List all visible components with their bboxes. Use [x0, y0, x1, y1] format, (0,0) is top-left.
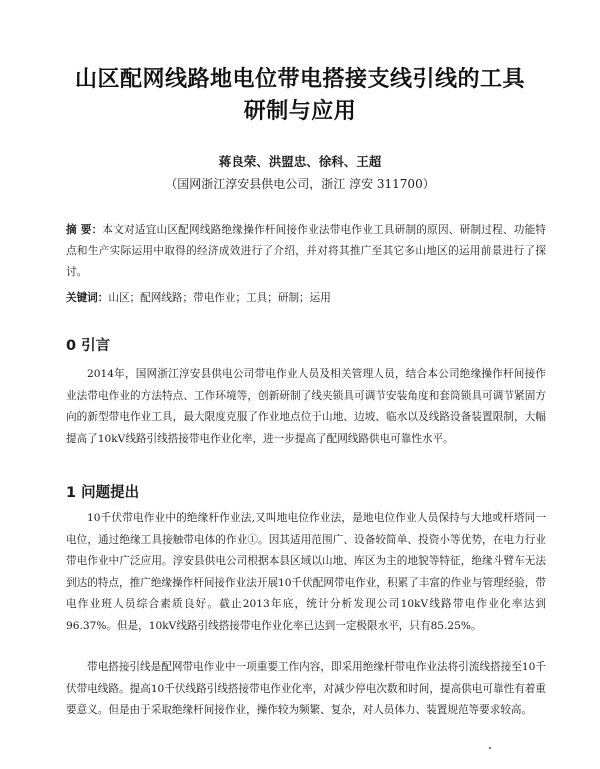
abstract-label: 摘 要：: [66, 224, 103, 236]
keywords-label: 关键词：: [66, 292, 109, 304]
section-intro-paragraph: 2014年，国网浙江淳安县供电公司带电作业人员及相关管理人员，结合本公司绝缘操作杆间接作业法带电作业的方法特点、工作环境等，创新研制了线夹锁具可调节安装角度和套筒锁具可调节紧固方向的新型带电作业工具，最大限度克服了作业地点位于山地、边坡、临水以及线路设备装置限制，大幅提高了10kV线路引线搭接带电作业化率，进一步提高了配网线路供电可靠性水平。: [66, 368, 546, 445]
section-heading-problem: 1 问题提出: [66, 485, 140, 501]
section-problem-paragraph-2: 带电搭接引线是配网带电作业中一项重要工作内容，即采用绝缘杆带电作业法将引流线搭接至10千伏带电线路。提高10千伏线路引线搭接带电作业化率，对减少停电次数和时间，提高供电可靠性有着重要意义。但是由于采取绝缘杆间接作业，操作较为频繁、复杂，对人员体力、装置规范等要求较高。: [66, 661, 546, 716]
affiliation: （国网浙江淳安县供电公司，浙江 淳安 311700）: [165, 177, 435, 191]
section-heading-intro: 0 引言: [66, 338, 111, 354]
authors: 蒋良荣、洪盟忠、徐科、王超: [218, 154, 382, 169]
section-problem-paragraph-1: 10千伏带电作业中的绝缘杆作业法,又叫地电位作业法，是地电位作业人员保持与大地或杆塔同一电位，通过绝缘工具接触带电体的作业①。因其适用范围广、设备较简单、投资小等优势，在电力行业带电作业中广泛应用。淳安县供电公司根据本县区域以山地、库区为主的地貌等特征，绝缘斗臂车无法到达的特点，推广绝缘操作杆间接作业法开展10千伏配网带电作业，积累了丰富的作业与管理经验，带电作业班人员综合素质良好。截止2013年底，统计分析发现公司10kV线路带电作业化率达到96.37%。但是，10kV线路引线搭接带电作业化率已达到一定极限水平，只有85.25%。: [66, 512, 546, 632]
keywords-text: 山区；配网线路；带电作业；工具；研制；运用: [108, 292, 331, 304]
scan-speck: [489, 747, 491, 749]
paper-title-line1: 山区配网线路地电位带电搭接支线引线的工具: [74, 67, 525, 92]
abstract: [66, 220, 546, 283]
abstract-text: 本文对适宜山区配网线路绝缘操作杆间接作业法带电作业工具研制的原因、研制过程、功能特点和生产实际运用中取得的经济成效进行了介绍，并对将其推广至其它多山地区的运用前景进行了探讨。: [66, 224, 546, 278]
keywords: [66, 290, 546, 305]
paper-title-line2: 研制与应用: [243, 99, 357, 124]
